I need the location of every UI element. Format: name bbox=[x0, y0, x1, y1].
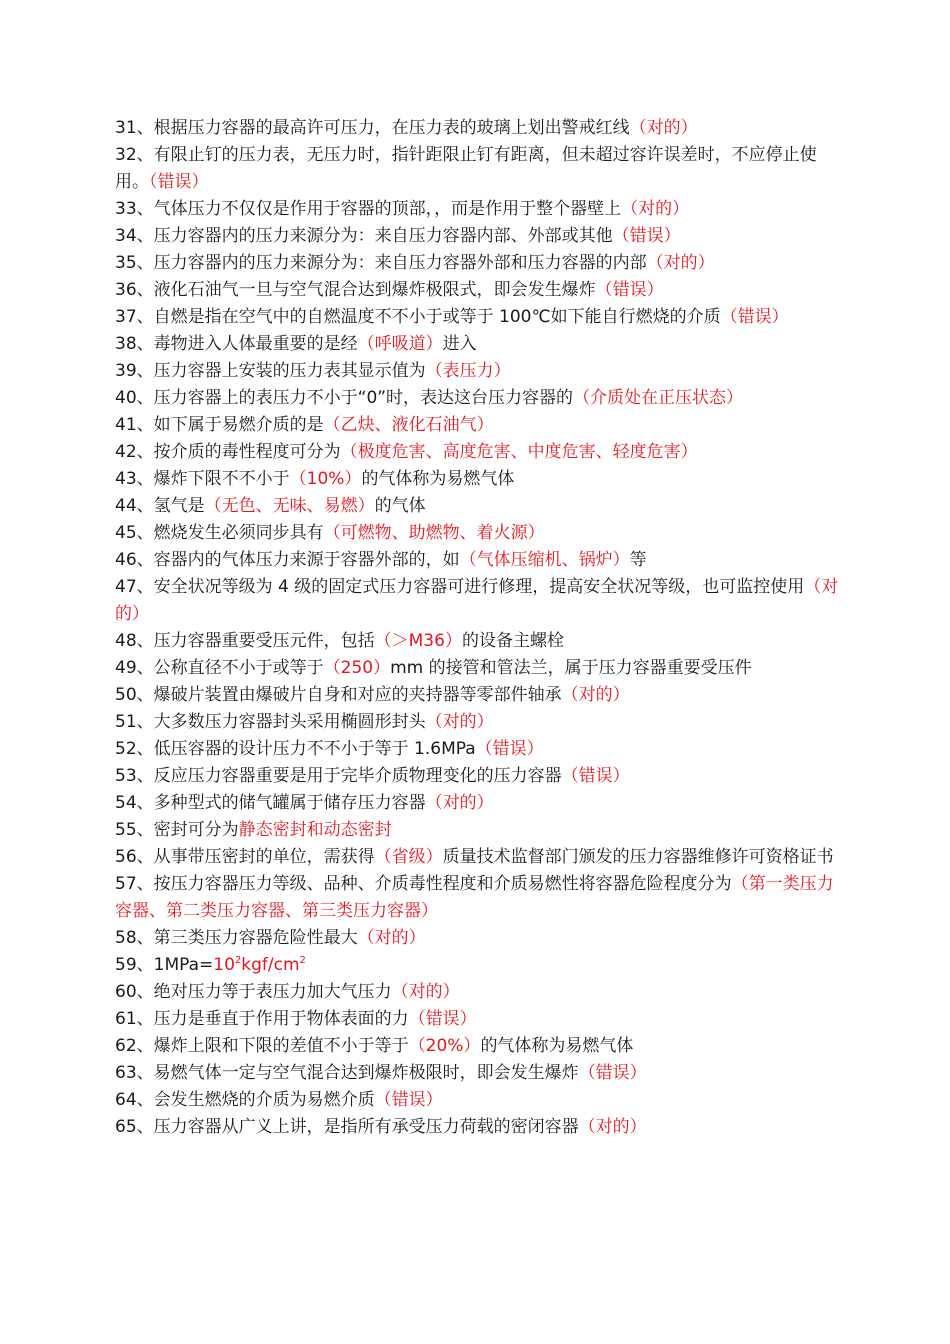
answer-text: （呼吸道） bbox=[357, 334, 443, 354]
document-page bbox=[115, 115, 840, 1141]
question-text: 56、从事带压密封的单位，需获得 bbox=[115, 847, 375, 867]
question-text: 50、爆破片装置由爆破片自身和对应的夹持器等零部件轴承 bbox=[115, 685, 562, 705]
answer-text: （错误） bbox=[595, 280, 664, 300]
answer-unit-exponent: 2 bbox=[299, 955, 306, 966]
question-49 bbox=[115, 655, 840, 682]
question-35 bbox=[115, 250, 840, 277]
answer-text: （错误） bbox=[374, 1090, 443, 1110]
question-44 bbox=[115, 493, 840, 520]
answer-text: （250） bbox=[323, 658, 391, 678]
question-text: 38、毒物进入人体最重要的是经 bbox=[115, 334, 358, 354]
answer-text: （介质处在正压状态） bbox=[573, 388, 744, 408]
question-text: 31、根据压力容器的最高许可压力，在压力表的玻璃上划出警戒红线 bbox=[115, 118, 630, 138]
question-text: 51、大多数压力容器封头采用椭圆形封头 bbox=[115, 712, 426, 732]
answer-text: （对的） bbox=[646, 253, 715, 273]
answer-text: （极度危害、高度危害、中度危害、轻度危害） bbox=[340, 442, 698, 462]
answer-text: （错误） bbox=[578, 1063, 647, 1083]
question-text: 64、会发生燃烧的介质为易燃介质 bbox=[115, 1090, 375, 1110]
answer-text: （无色、无味、易燃） bbox=[204, 496, 375, 516]
question-text: 40、压力容器上的表压力不小于“0”时，表达这台压力容器的 bbox=[115, 388, 574, 408]
question-tail: 等 bbox=[629, 550, 647, 570]
question-text: 60、绝对压力等于表压力加大气压力 bbox=[115, 982, 392, 1002]
question-47 bbox=[115, 574, 840, 628]
question-tail: 的气体 bbox=[374, 496, 426, 516]
question-text: 35、压力容器内的压力来源分为：来自压力容器外部和压力容器的内部 bbox=[115, 253, 647, 273]
answer-text: （对的） bbox=[115, 577, 839, 624]
question-54 bbox=[115, 790, 840, 817]
answer-text: （错误） bbox=[149, 172, 209, 192]
question-39 bbox=[115, 358, 840, 385]
question-text: 47、安全状况等级为 4 级的固定式压力容器可进行修理，提高安全状况等级，也可监控使用 bbox=[115, 577, 805, 597]
question-56 bbox=[115, 844, 840, 871]
question-text: 61、压力是垂直于作用于物体表面的力 bbox=[115, 1009, 409, 1029]
question-60 bbox=[115, 979, 840, 1006]
answer-text: （对的） bbox=[561, 685, 630, 705]
question-text: 34、压力容器内的压力来源分为：来自压力容器内部、外部或其他 bbox=[115, 226, 613, 246]
question-36 bbox=[115, 277, 840, 304]
question-46 bbox=[115, 547, 840, 574]
question-tail: 质量技术监督部门颁发的压力容器维修许可资格证书 bbox=[442, 847, 834, 867]
answer-text: （错误） bbox=[561, 766, 630, 786]
question-text: 41、如下属于易燃介质的是 bbox=[115, 415, 324, 435]
answer-text: （表压力） bbox=[425, 361, 511, 381]
answer-base: 10 bbox=[213, 955, 235, 975]
question-32 bbox=[115, 142, 840, 196]
question-text: 49、公称直径不小于或等于 bbox=[115, 658, 324, 678]
answer-text: （错误） bbox=[720, 307, 789, 327]
answer-text: （第一类压力容器、第二类压力容器、第三类压力容器） bbox=[115, 874, 834, 921]
answer-text: （省级） bbox=[374, 847, 443, 867]
question-38 bbox=[115, 331, 840, 358]
question-59 bbox=[115, 952, 840, 979]
question-tail: mm 的接管和管法兰，属于压力容器重要受压件 bbox=[390, 658, 752, 678]
question-text: 57、按压力容器压力等级、品种、介质毒性程度和介质易燃性将容器危险程度分为 bbox=[115, 874, 732, 894]
question-52 bbox=[115, 736, 840, 763]
question-text: 37、自燃是指在空气中的自燃温度不不小于或等于 100℃如下能自行燃烧的介质 bbox=[115, 307, 721, 327]
question-text: 42、按介质的毒性程度可分为 bbox=[115, 442, 341, 462]
answer-exponent: 2 bbox=[234, 955, 242, 966]
question-62 bbox=[115, 1033, 840, 1060]
answer-text bbox=[213, 955, 306, 975]
question-text: 63、易燃气体一定与空气混合达到爆炸极限时，即会发生爆炸 bbox=[115, 1063, 579, 1083]
question-45 bbox=[115, 520, 840, 547]
question-43 bbox=[115, 466, 840, 493]
question-50 bbox=[115, 682, 840, 709]
answer-text: （错误） bbox=[612, 226, 681, 246]
question-text: 33、气体压力不仅仅是作用于容器的顶部，，而是作用于整个器壁上 bbox=[115, 199, 622, 219]
question-text: 39、压力容器上安装的压力表其显示值为 bbox=[115, 361, 426, 381]
answer-text: （＞M36） bbox=[374, 631, 462, 651]
answer-text: （错误） bbox=[475, 739, 544, 759]
question-text: 65、压力容器从广义上讲，是指所有承受压力荷载的密闭容器 bbox=[115, 1117, 579, 1137]
answer-text: （对的） bbox=[357, 928, 426, 948]
answer-text: （错误） bbox=[408, 1009, 477, 1029]
answer-text: （对的） bbox=[629, 118, 698, 138]
question-text: 54、多种型式的储气罐属于储存压力容器 bbox=[115, 793, 426, 813]
question-51 bbox=[115, 709, 840, 736]
question-55 bbox=[115, 817, 840, 844]
question-53 bbox=[115, 763, 840, 790]
question-text: 53、反应压力容器重要是用于完毕介质物理变化的压力容器 bbox=[115, 766, 562, 786]
answer-text: 静态密封和动态密封 bbox=[238, 820, 392, 840]
question-text: 32、有限止钉的压力表，无压力时，指针距限止钉有距离，但未超过容许误差时，不应停止使用。 bbox=[115, 145, 817, 192]
question-text: 44、氢气是 bbox=[115, 496, 205, 516]
question-40 bbox=[115, 385, 840, 412]
question-text: 46、容器内的气体压力来源于容器外部的，如 bbox=[115, 550, 460, 570]
answer-text: （对的） bbox=[391, 982, 460, 1002]
answer-text: （对的） bbox=[578, 1117, 647, 1137]
question-48 bbox=[115, 628, 840, 655]
answer-text: （对的） bbox=[425, 793, 494, 813]
question-text: 62、爆炸上限和下限的差值不小于等于 bbox=[115, 1036, 409, 1056]
question-33 bbox=[115, 196, 840, 223]
answer-text: （20%） bbox=[408, 1036, 481, 1056]
answer-text: （可燃物、助燃物、着火源） bbox=[323, 523, 545, 543]
answer-unit: kgf/cm bbox=[241, 955, 300, 975]
question-42 bbox=[115, 439, 840, 466]
question-tail: 进入 bbox=[442, 334, 477, 354]
question-text: 55、密封可分为 bbox=[115, 820, 239, 840]
question-37 bbox=[115, 304, 840, 331]
question-text: 58、第三类压力容器危险性最大 bbox=[115, 928, 358, 948]
question-tail: 的气体称为易燃气体 bbox=[361, 469, 515, 489]
question-text: 52、低压容器的设计压力不不小于等于 1.6MPa bbox=[115, 739, 476, 759]
question-tail: 的气体称为易燃气体 bbox=[480, 1036, 634, 1056]
question-text: 36、液化石油气一旦与空气混合达到爆炸极限式，即会发生爆炸 bbox=[115, 280, 596, 300]
question-31 bbox=[115, 115, 840, 142]
question-text: 59、1MPa= bbox=[115, 955, 214, 975]
question-61 bbox=[115, 1006, 840, 1033]
question-64 bbox=[115, 1087, 840, 1114]
question-34 bbox=[115, 223, 840, 250]
answer-text: （10%） bbox=[289, 469, 362, 489]
question-tail: 的设备主螺栓 bbox=[461, 631, 564, 651]
question-text: 43、爆炸下限不不小于 bbox=[115, 469, 290, 489]
question-41 bbox=[115, 412, 840, 439]
answer-text: （对的） bbox=[621, 199, 690, 219]
question-text: 45、燃烧发生必须同步具有 bbox=[115, 523, 324, 543]
question-63 bbox=[115, 1060, 840, 1087]
question-57 bbox=[115, 871, 840, 925]
answer-text: （对的） bbox=[425, 712, 494, 732]
question-65 bbox=[115, 1114, 840, 1141]
question-text: 48、压力容器重要受压元件，包括 bbox=[115, 631, 375, 651]
answer-text: （乙炔、液化石油气） bbox=[323, 415, 494, 435]
answer-text: （气体压缩机、锅炉） bbox=[459, 550, 630, 570]
question-58 bbox=[115, 925, 840, 952]
